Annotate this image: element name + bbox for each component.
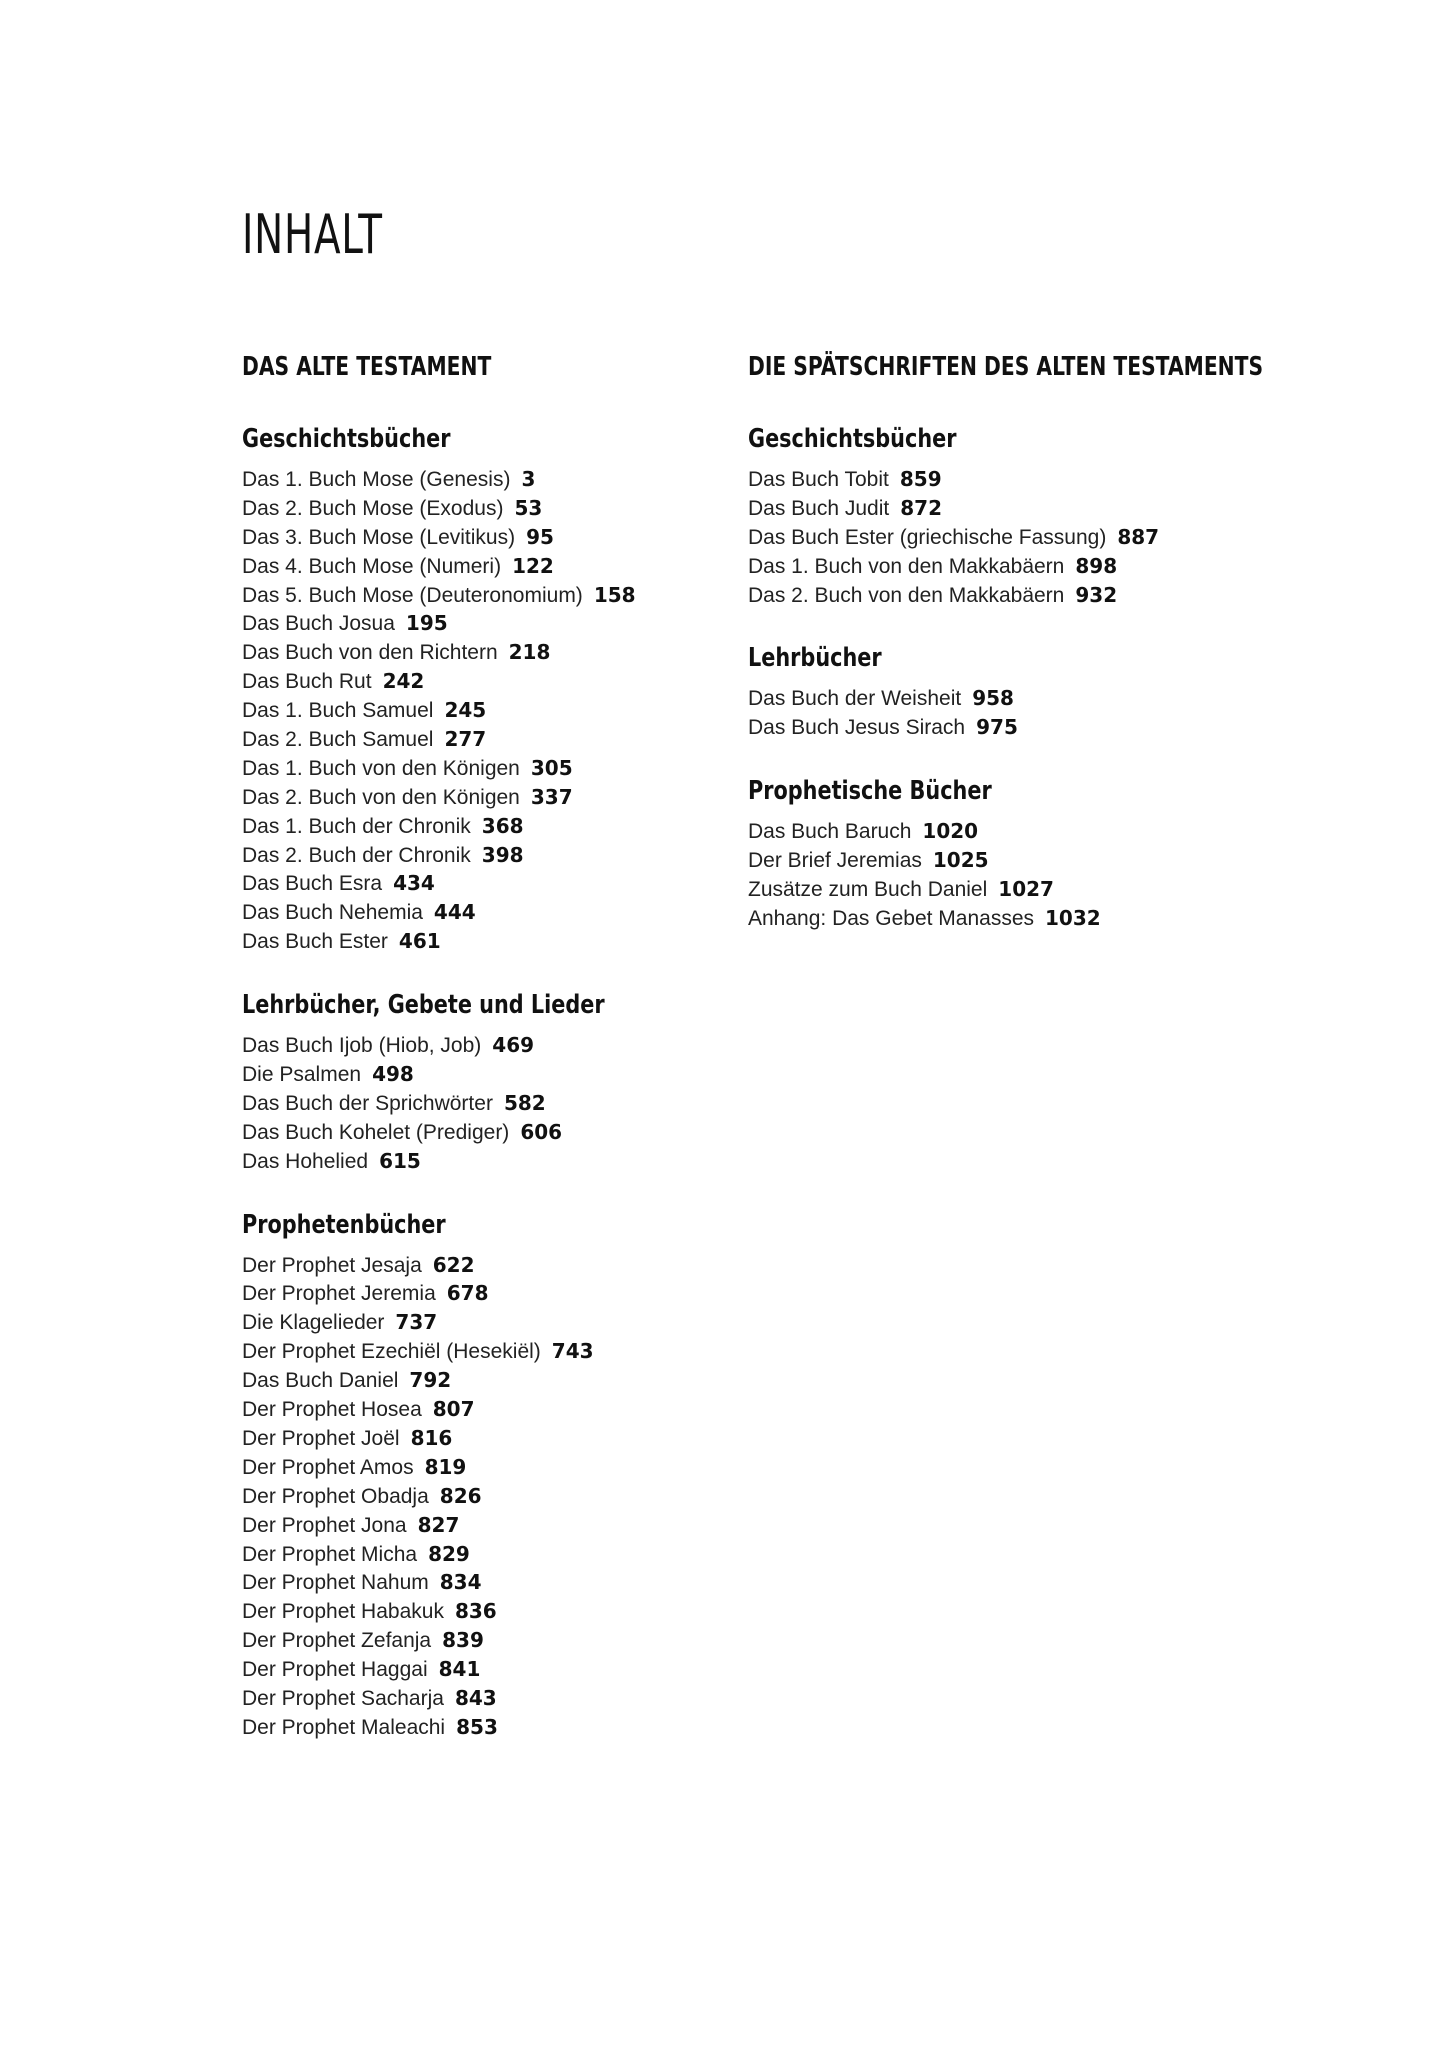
toc-entry (748, 523, 1308, 552)
toc-entry (242, 1147, 722, 1176)
toc-entry (242, 1251, 722, 1280)
entry-title: Der Prophet Obadja (242, 1484, 429, 1508)
entry-title: Das 1. Buch von den Königen (242, 756, 520, 780)
group-heading: Prophetenbücher (242, 1209, 446, 1240)
entry-page-number: 1020 (922, 819, 979, 844)
entry-page-number: 368 (481, 813, 524, 838)
group-heading: Lehrbücher, Gebete und Lieder (242, 990, 605, 1021)
entry-page-number: 158 (593, 582, 636, 607)
toc-entry (242, 898, 722, 927)
group-heading: Prophetische Bücher (748, 776, 992, 807)
entry-page-number: 834 (439, 1570, 482, 1595)
toc-entry (242, 1031, 722, 1060)
entry-title: Der Prophet Amos (242, 1455, 414, 1479)
entry-title: Der Prophet Micha (242, 1542, 418, 1566)
toc-entry (242, 1626, 722, 1655)
group-heading: Lehrbücher (748, 643, 882, 674)
entry-page-number: 469 (492, 1033, 535, 1058)
entry-title: Der Prophet Jesaja (242, 1253, 422, 1277)
entry-page-number: 859 (899, 467, 942, 491)
entry-title: Das Buch Kohelet (Prediger) (242, 1120, 510, 1144)
toc-entry (242, 1482, 722, 1511)
toc-entry-list (748, 817, 1308, 933)
toc-entry (242, 1279, 722, 1308)
section-heading-late-writings: DIE SPÄTSCHRIFTEN DES ALTEN TESTAMENTS (748, 352, 1264, 382)
entry-page-number: 1032 (1045, 905, 1101, 930)
entry-title: Das Buch Baruch (748, 820, 912, 844)
entry-title: Die Klagelieder (242, 1311, 385, 1335)
entry-title: Das Buch Tobit (748, 468, 889, 491)
toc-entry (242, 1395, 722, 1424)
entry-page-number: 606 (520, 1119, 563, 1144)
entry-title: Das 4. Buch Mose (Numeri) (242, 554, 502, 578)
entry-title: Das 2. Buch der Chronik (242, 843, 471, 867)
entry-page-number: 836 (454, 1599, 497, 1624)
entry-page-number: 887 (1117, 524, 1160, 549)
entry-page-number: 819 (424, 1454, 467, 1479)
entry-page-number: 975 (976, 715, 1018, 740)
toc-entry (748, 684, 1308, 713)
entry-page-number: 337 (530, 784, 573, 809)
entry-page-number: 53 (514, 495, 543, 520)
toc-entry (242, 581, 722, 610)
entry-page-number: 932 (1075, 582, 1118, 607)
toc-entry-list (242, 1251, 722, 1742)
entry-page-number: 498 (372, 1062, 414, 1087)
entry-title: Das Buch Daniel (242, 1369, 399, 1393)
entry-page-number: 807 (432, 1397, 475, 1422)
toc-entry (242, 1597, 722, 1626)
section-heading-old-testament: DAS ALTE TESTAMENT (242, 352, 492, 382)
toc-entry (242, 465, 722, 494)
toc-entry (242, 696, 722, 725)
entry-page-number: 737 (395, 1310, 438, 1335)
entry-title: Das Buch Ester (242, 930, 388, 954)
entry-title: Der Prophet Habakuk (242, 1600, 444, 1624)
entry-page-number: 444 (433, 900, 476, 925)
entry-title: Das Buch Nehemia (242, 901, 423, 925)
entry-title: Zusätze zum Buch Daniel (748, 878, 988, 902)
toc-group (242, 1208, 722, 1742)
column-old-testament (242, 350, 722, 1742)
entry-page-number: 743 (551, 1339, 594, 1364)
toc-group (748, 422, 1308, 609)
toc-entry-list (748, 465, 1308, 609)
entry-page-number: 841 (438, 1657, 481, 1682)
toc-entry (242, 609, 722, 638)
entry-title: Das 1. Buch von den Makkabäern (748, 554, 1065, 578)
toc-entry (242, 1337, 722, 1366)
entry-title: Anhang: Das Gebet Manasses (748, 906, 1035, 930)
toc-entry (242, 783, 722, 812)
entry-title: Das 2. Buch Mose (Exodus) (242, 496, 504, 520)
entry-title: Das Buch Rut (242, 670, 372, 694)
entry-page-number: 853 (456, 1714, 498, 1739)
entry-title: Das 1. Buch Mose (Genesis) (242, 468, 511, 491)
entry-title: Das Buch Ester (griechische Fassung) (748, 525, 1107, 549)
column-late-writings (748, 350, 1308, 933)
toc-entry (748, 875, 1308, 904)
entry-title: Das Buch Jesus Sirach (748, 716, 966, 740)
entry-page-number: 3 (521, 467, 536, 491)
entry-page-number: 839 (442, 1628, 484, 1653)
entry-page-number: 827 (417, 1512, 460, 1537)
toc-entry (242, 1089, 722, 1118)
toc-entry (242, 1308, 722, 1337)
toc-entry (242, 638, 722, 667)
entry-title: Die Psalmen (242, 1063, 362, 1087)
entry-title: Der Prophet Sacharja (242, 1686, 444, 1710)
toc-entry (242, 667, 722, 696)
entry-title: Der Prophet Ezechiël (Hesekiël) (242, 1340, 541, 1364)
toc-entry (242, 552, 722, 581)
entry-title: Das 1. Buch Samuel (242, 699, 434, 723)
entry-page-number: 461 (398, 929, 441, 954)
entry-page-number: 305 (530, 755, 573, 780)
entry-title: Das Buch Ijob (Hiob, Job) (242, 1034, 482, 1058)
toc-entry (748, 581, 1308, 610)
toc-entry-list (242, 1031, 722, 1175)
toc-entry (242, 754, 722, 783)
toc-entry (242, 841, 722, 870)
toc-entry (748, 465, 1308, 494)
entry-title: Der Prophet Jona (242, 1513, 407, 1537)
entry-title: Das 2. Buch von den Makkabäern (748, 583, 1065, 607)
entry-page-number: 872 (900, 495, 942, 520)
entry-page-number: 1027 (998, 877, 1054, 902)
toc-entry (242, 1713, 722, 1742)
toc-entry (748, 713, 1308, 742)
page-title: INHALT (242, 203, 383, 266)
entry-page-number: 843 (454, 1685, 497, 1710)
toc-entry (242, 1118, 722, 1147)
entry-page-number: 245 (444, 698, 487, 723)
toc-group (748, 641, 1308, 742)
entry-title: Das Buch von den Richtern (242, 641, 498, 665)
toc-entry (242, 1684, 722, 1713)
entry-page-number: 826 (439, 1483, 482, 1508)
toc-entry (242, 1424, 722, 1453)
entry-title: Der Prophet Nahum (242, 1571, 429, 1595)
toc-group (242, 988, 722, 1175)
toc-entry (748, 494, 1308, 523)
entry-title: Das Buch der Sprichwörter (242, 1091, 493, 1115)
toc-entry (242, 927, 722, 956)
entry-page-number: 816 (410, 1425, 453, 1450)
entry-page-number: 678 (446, 1281, 489, 1306)
entry-title: Der Prophet Haggai (242, 1658, 428, 1682)
toc-entry (748, 552, 1308, 581)
entry-title: Der Prophet Zefanja (242, 1629, 432, 1653)
toc-entry (242, 494, 722, 523)
toc-entry (242, 1453, 722, 1482)
toc-entry (242, 1060, 722, 1089)
entry-page-number: 829 (428, 1541, 470, 1566)
toc-entry-list (748, 684, 1308, 742)
toc-entry (748, 846, 1308, 875)
entry-title: Das Buch Judit (748, 496, 890, 520)
toc-entry (242, 1540, 722, 1569)
toc-entry (242, 869, 722, 898)
entry-title: Das 1. Buch der Chronik (242, 814, 471, 838)
entry-page-number: 434 (393, 871, 435, 896)
entry-title: Der Prophet Hosea (242, 1398, 422, 1422)
entry-page-number: 1025 (932, 848, 989, 873)
entry-page-number: 622 (432, 1252, 475, 1277)
entry-title: Das 2. Buch Samuel (242, 728, 434, 752)
entry-title: Der Prophet Joël (242, 1426, 400, 1450)
entry-title: Das Buch der Weisheit (748, 687, 962, 711)
entry-title: Das Buch Josua (242, 612, 395, 636)
toc-entry (242, 1568, 722, 1597)
group-heading: Geschichtsbücher (242, 424, 451, 454)
toc-entry (242, 1366, 722, 1395)
toc-entry-list (242, 465, 722, 956)
toc-entry (242, 1655, 722, 1684)
entry-page-number: 195 (405, 611, 448, 636)
entry-title: Der Prophet Maleachi (242, 1715, 446, 1739)
entry-title: Das 3. Buch Mose (Levitikus) (242, 525, 516, 549)
entry-page-number: 898 (1075, 553, 1118, 578)
toc-entry (242, 812, 722, 841)
entry-page-number: 122 (512, 553, 554, 578)
entry-page-number: 615 (379, 1148, 421, 1173)
entry-page-number: 792 (409, 1368, 452, 1393)
entry-title: Das 5. Buch Mose (Deuteronomium) (242, 583, 583, 607)
entry-title: Das Hohelied (242, 1149, 369, 1173)
entry-page-number: 277 (444, 727, 487, 752)
entry-page-number: 958 (972, 686, 1014, 711)
toc-entry (242, 1511, 722, 1540)
toc-entry (748, 904, 1308, 933)
entry-page-number: 95 (526, 524, 554, 549)
entry-page-number: 398 (481, 842, 524, 867)
toc-entry (242, 725, 722, 754)
entry-title: Das Buch Esra (242, 872, 383, 896)
group-heading: Geschichtsbücher (748, 424, 957, 454)
toc-entry (242, 523, 722, 552)
entry-title: Das 2. Buch von den Königen (242, 785, 520, 809)
entry-title: Der Brief Jeremias (748, 849, 922, 873)
toc-group (748, 774, 1308, 933)
toc-group (242, 422, 722, 956)
entry-page-number: 242 (382, 669, 425, 694)
entry-page-number: 218 (508, 640, 551, 665)
toc-entry (748, 817, 1308, 846)
entry-page-number: 582 (503, 1090, 546, 1115)
entry-title: Der Prophet Jeremia (242, 1282, 436, 1306)
